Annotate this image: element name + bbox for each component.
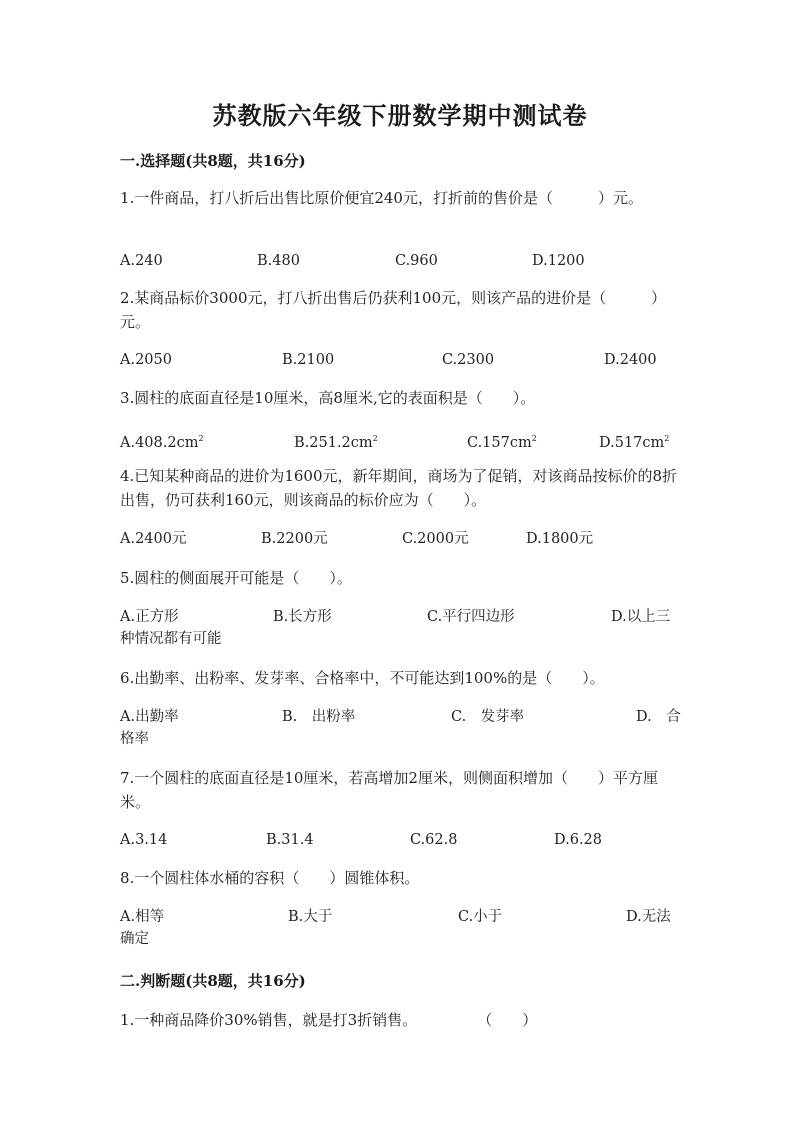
option-b: B.2200元: [261, 531, 328, 547]
option-b: B. 出粉率: [282, 709, 356, 725]
option-c: C.小于: [458, 909, 503, 925]
question-8: 8.一个圆柱体水桶的容积（ ）圆锥体积。: [120, 869, 420, 887]
option-c: C.62.8: [410, 832, 458, 848]
option-c: C.157cm: [467, 434, 532, 451]
options-q6: [120, 706, 680, 754]
option-c: C.平行四边形: [427, 609, 515, 625]
option-d: D.2400: [604, 352, 657, 368]
options-q8: [120, 906, 680, 954]
section-heading-choice: 一.选择题(共8题，共16分): [120, 152, 306, 170]
option-c: C.2300: [442, 352, 495, 368]
option-c: C.2000元: [402, 531, 469, 547]
superscript: 2: [664, 434, 670, 443]
option-a: A.相等: [120, 909, 165, 925]
option-b: B.31.4: [266, 832, 314, 848]
superscript: 2: [198, 434, 204, 443]
option-d-continuation: 确定: [120, 931, 149, 947]
judge-question-1: 1.一种商品降价30%销售，就是打3折销售。 （ ）: [120, 1011, 538, 1029]
page-title: 苏教版六年级下册数学期中测试卷: [212, 101, 588, 130]
option-c: C.960: [395, 253, 438, 269]
option-b: B.2100: [282, 352, 335, 368]
option-b: B.480: [257, 253, 300, 269]
option-d: D.6.28: [554, 832, 603, 848]
option-d: D.以上三: [611, 609, 671, 625]
option-d-continuation: 种情况都有可能: [120, 631, 222, 647]
option-a: A.408.2cm: [120, 434, 199, 451]
question-5: 5.圆柱的侧面展开可能是（ ）。: [120, 569, 352, 587]
option-a: A.正方形: [120, 609, 179, 625]
options-q5: [120, 606, 680, 654]
question-3: 3.圆柱的底面直径是10厘米，高8厘米,它的表面积是（ ）。: [120, 389, 536, 407]
option-d: D. 合: [636, 709, 681, 725]
option-a: A.出勤率: [120, 709, 179, 725]
option-a: A.2400元: [120, 531, 187, 547]
option-a: A.240: [120, 253, 163, 269]
question-4: 4.已知某种商品的进价为1600元，新年期间，商场为了促销，对该商品按标价的8折出售，仍可获利160元，则该商品的标价应为（ ）。: [120, 467, 678, 509]
option-d: D.1800元: [526, 531, 594, 547]
superscript: 2: [531, 434, 537, 443]
option-a: A.3.14: [120, 832, 168, 848]
option-d: D.无法: [626, 909, 671, 925]
option-b: B.大于: [288, 909, 333, 925]
option-c: C. 发芽率: [451, 709, 525, 725]
question-6: 6.出勤率、出粉率、发芽率、合格率中，不可能达到100%的是（ ）。: [120, 669, 605, 687]
option-d-continuation: 格率: [120, 731, 149, 747]
section-heading-judge: 二.判断题(共8题，共16分): [120, 972, 306, 990]
option-b: B.长方形: [273, 609, 332, 625]
option-d: D.1200: [532, 253, 585, 269]
question-1: 1.一件商品，打八折后出售比原价便宜240元，打折前的售价是（ ）元。: [120, 189, 643, 207]
superscript: 2: [372, 434, 378, 443]
option-d: D.517cm: [599, 434, 665, 451]
question-2: 2.某商品标价3000元，打八折出售后仍获利100元，则该产品的进价是（ ）元。: [120, 289, 667, 331]
option-b: B.251.2cm: [294, 434, 373, 451]
question-7: 7.一个圆柱的底面直径是10厘米，若高增加2厘米，则侧面积增加（ ）平方厘米。: [120, 769, 658, 811]
option-a: A.2050: [120, 352, 172, 368]
